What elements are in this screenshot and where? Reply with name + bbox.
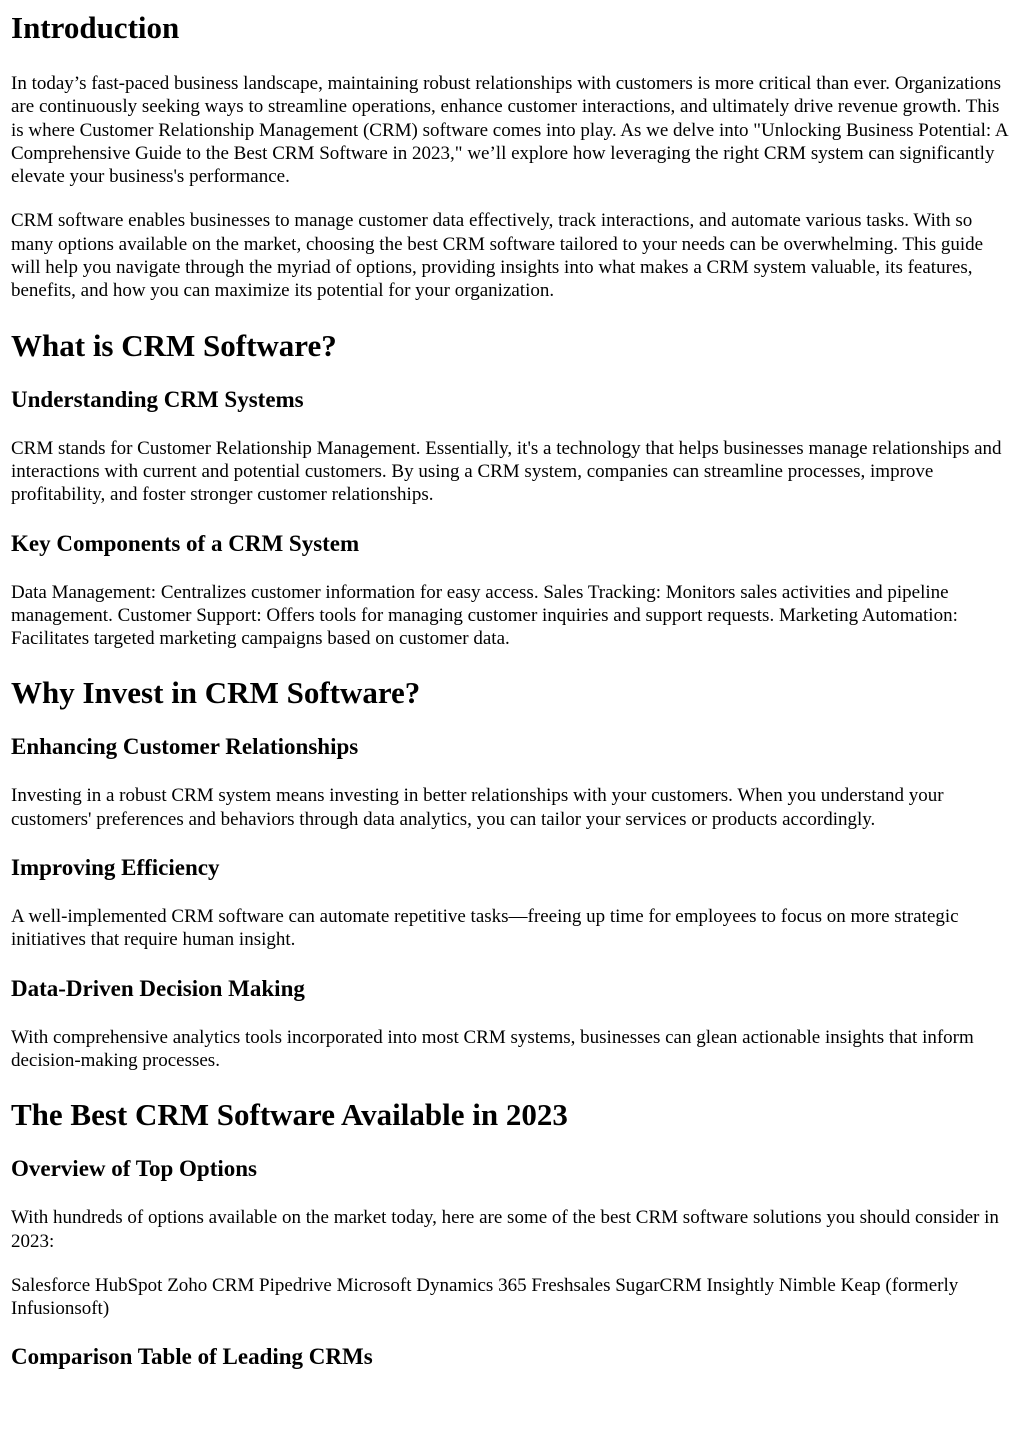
section-heading-why-invest: Why Invest in CRM Software? [11,675,421,711]
subheading-data-driven-decisions: Data-Driven Decision Making [11,975,305,1001]
crm-options-list: Salesforce HubSpot Zoho CRM Pipedrive Microsoft Dynamics 365 Freshsales SugarCRM Insightly Nimble Keap (formerly Infusionsoft) [11,1274,959,1320]
subheading-improving-efficiency: Improving Efficiency [11,855,220,881]
subheading-understanding-crm: Understanding CRM Systems [11,386,304,412]
intro-paragraph-1: In today’s fast-paced business landscape, maintaining robust relationships with customers is more critical than ever. Organizations are continuously seeking ways to streamline operations, enhance customer interactions, and ultimately drive revenue growth. This is where Customer Relationship Management (CRM) software comes into play. As we delve into "Unlocking Business Potential: A Comprehensive Guide to the Best CRM Software in 2023," we’ll explore how leveraging the right CRM system can significantly elevate your business's performance. [11,73,1008,188]
paragraph-improving-efficiency: A well-implemented CRM software can automate repetitive tasks—freeing up time for employees to focus on more strategic initiatives that require human insight. [11,906,959,951]
subheading-comparison-table: Comparison Table of Leading CRMs [11,1344,373,1370]
paragraph-overview-top-options: With hundreds of options available on the market today, here are some of the best CRM software solutions you should consider in 2023: [11,1207,999,1252]
subheading-enhancing-relationships: Enhancing Customer Relationships [11,734,359,760]
section-heading-introduction: Introduction [11,10,180,45]
paragraph-key-components: Data Management: Centralizes customer information for easy access. Sales Tracking: Monitors sales activities and pipeline management. Customer Support: Offers tools for managing customer inquiries and support requests. Marketing Automation: Facilitates targeted marketing campaigns based on customer data. [11,581,958,650]
section-heading-what-is-crm: What is CRM Software? [11,327,337,363]
intro-paragraph-2: CRM software enables businesses to manage customer data effectively, track interactions, and automate various tasks. With so many options available on the market, choosing the best CRM software tailored to your needs can be overwhelming. This guide will help you navigate through the myriad of options, providing insights into what makes a CRM system valuable, its features, benefits, and how you can maximize its potential for your organization. [11,210,984,302]
paragraph-understanding-crm: CRM stands for Customer Relationship Management. Essentially, it's a technology that helps businesses manage relationships and interactions with current and potential customers. By using a CRM system, companies can streamline processes, improve profitability, and foster stronger customer relationships. [11,437,1002,506]
section-heading-best-crm-2023: The Best CRM Software Available in 2023 [11,1097,568,1133]
subheading-key-components: Key Components of a CRM System [11,530,360,556]
paragraph-enhancing-relationships: Investing in a robust CRM system means investing in better relationships with your customers. When you understand your customers' preferences and behaviors through data analytics, you can tailor your services or products accordingly. [11,785,944,830]
subheading-overview-top-options: Overview of Top Options [11,1156,258,1182]
paragraph-data-driven-decisions: With comprehensive analytics tools incorporated into most CRM systems, businesses can glean actionable insights that inform decision-making processes. [11,1026,974,1071]
article [0,10,1024,1371]
